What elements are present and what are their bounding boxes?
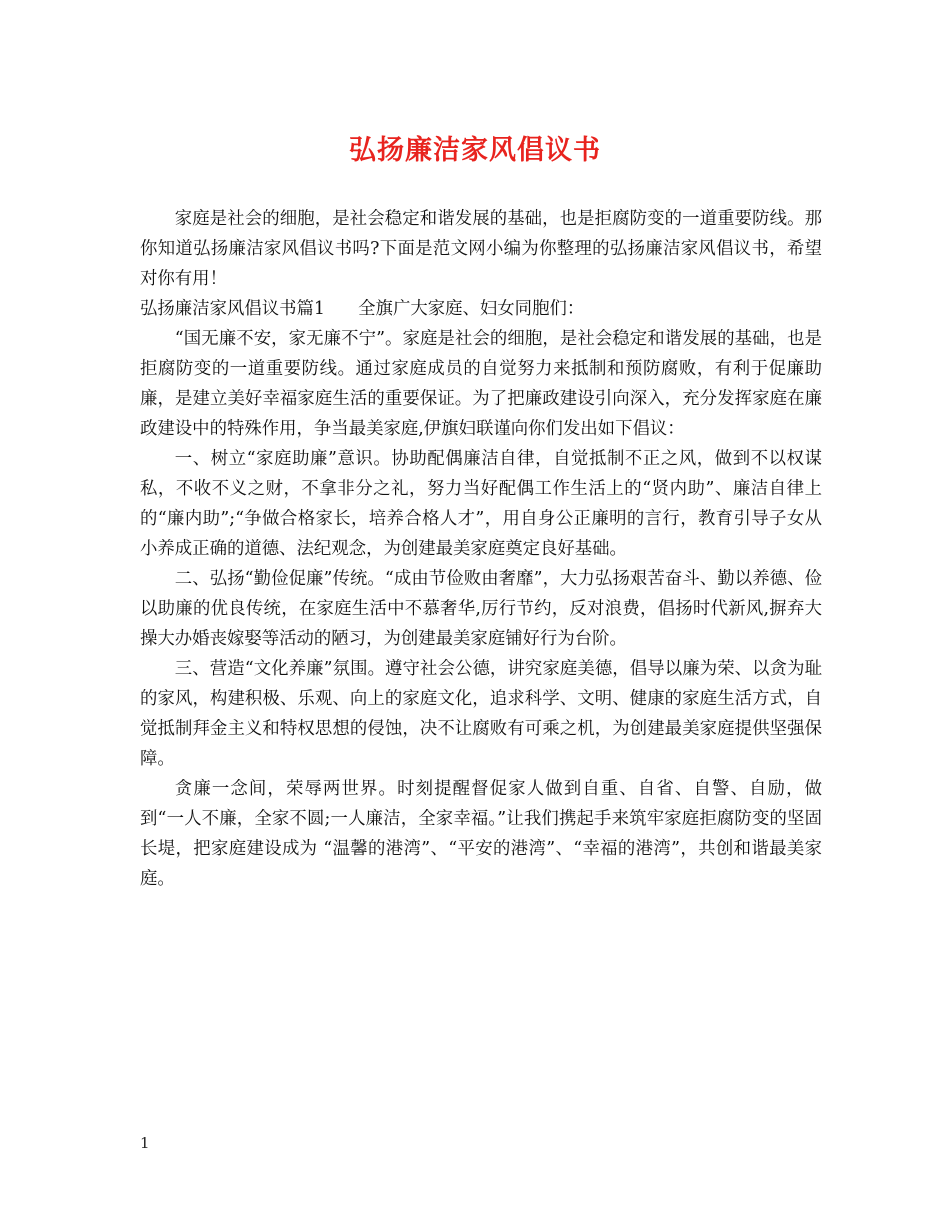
section-heading-line [140, 294, 822, 324]
body-paragraph: 三、营造“文化养廉”氛围。遵守社会公德，讲究家庭美德，倡导以廉为荣、以贪为耻的家风，构建积极、乐观、向上的家庭文化，追求科学、文明、健康的家庭生活方式，自觉抵制拜金主义和特权思想的侵蚀，决不让腐败有可乘之机，为创建最美家庭提供坚强保障。 [140, 659, 822, 769]
heading-gap [325, 299, 358, 319]
section-heading: 弘扬廉洁家风倡议书篇1 [140, 299, 325, 319]
body-paragraph: 二、弘扬“勤俭促廉”传统。“成由节俭败由奢靡”，大力弘扬艰苦奋斗、勤以养德、俭以助廉的优良传统，在家庭生活中不慕奢华,厉行节约，反对浪费，倡扬时代新风,摒弃大操大办婚丧嫁娶等活动的陋习，为创建最美家庭铺好行为台阶。 [140, 569, 822, 649]
body-paragraph: “国无廉不安，家无廉不宁”。家庭是社会的细胞，是社会稳定和谐发展的基础，也是拒腐防变的一道重要防线。通过家庭成员的自觉努力来抵制和预防腐败，有利于促廉助廉，是建立美好幸福家庭生活的重要保证。为了把廉政建设引向深入，充分发挥家庭在廉政建设中的特殊作用，争当最美家庭,伊旗妇联谨向你们发出如下倡议： [140, 329, 822, 439]
page-number: 1 [140, 1134, 150, 1152]
body-paragraph: 一、树立“家庭助廉”意识。协助配偶廉洁自律，自觉抵制不正之风，做到不以权谋私，不收不义之财，不拿非分之礼，努力当好配偶工作生活上的“贤内助”、廉洁自律上的“廉内助”;“争做合格家长，培养合格人才”，用自身公正廉明的言行，教育引导子女从小养成正确的道德、法纪观念，为创建最美家庭奠定良好基础。 [140, 449, 822, 559]
intro-paragraph: 家庭是社会的细胞，是社会稳定和谐发展的基础，也是拒腐防变的一道重要防线。那你知道弘扬廉洁家风倡议书吗?下面是范文网小编为你整理的弘扬廉洁家风倡议书，希望对你有用！ [140, 209, 822, 289]
salutation: 全旗广大家庭、妇女同胞们： [358, 299, 585, 319]
document-body [140, 204, 822, 894]
closing-paragraph: 贪廉一念间，荣辱两世界。时刻提醒督促家人做到自重、自省、自警、自励，做到“一人不廉，全家不圆;一人廉洁，全家幸福。”让我们携起手来筑牢家庭拒腐防变的坚固长堤，把家庭建设成为 “温馨的港湾”、“平安的港湾”、“幸福的港湾”，共创和谐最美家庭。 [140, 779, 822, 889]
document-title: 弘扬廉洁家风倡议书 [349, 135, 601, 166]
